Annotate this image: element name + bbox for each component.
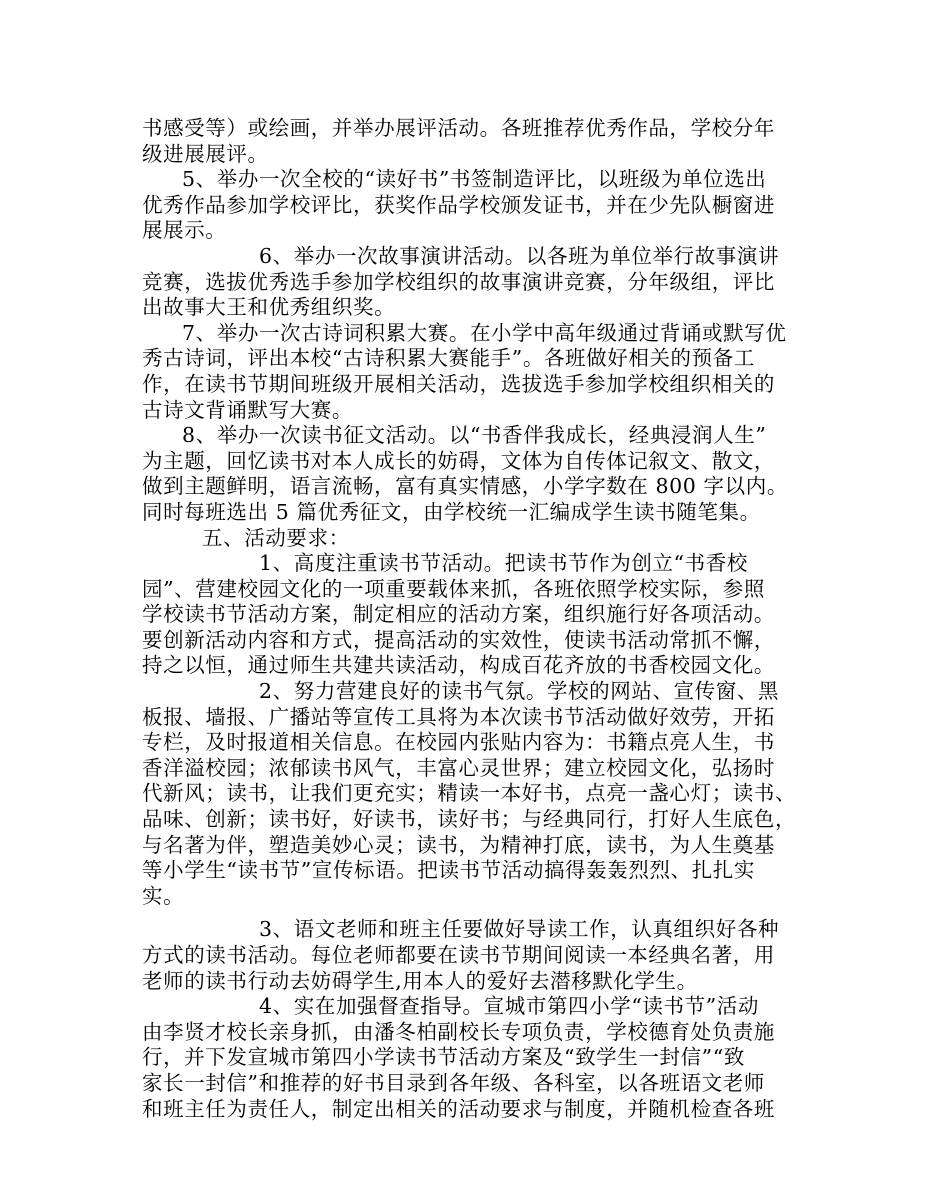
- text-line: 2、努力营建良好的读书气氛。学校的网站、宣传窗、黑: [259, 679, 780, 704]
- text-line: 行，并下发宣城市第四小学读书节活动方案及“致学生一封信”“致: [142, 1045, 745, 1070]
- text-line: 5、举办一次全校的“读好书”书签制造评比，以班级为单位选出: [182, 167, 767, 192]
- text-line: 实。: [142, 883, 185, 908]
- text-line: 出故事大王和优秀组织奖。: [142, 295, 396, 320]
- text-line: 品味、创新；读书好，好读书，读好书；与经典同行，打好人生底色，: [142, 807, 797, 832]
- text-line: 香洋溢校园；浓郁读书风气，丰富心灵世界；建立校园文化，弘扬时: [142, 755, 775, 780]
- text-line: 园”、营建校园文化的一项重要载体来抓，各班依照学校实际，参照: [142, 576, 765, 601]
- text-line: 老师的读书行动去妨碍学生,用本人的爱好去潜移默化学生。: [142, 968, 698, 993]
- text-line: 1、高度注重读书节活动。把读书节作为创立“书香校: [259, 551, 748, 576]
- text-line: 优秀作品参加学校评比，获奖作品学校颁发证书，并在少先队橱窗进: [142, 192, 775, 217]
- text-line: 4、实在加强督查指导。宣城市第四小学“读书节”活动: [259, 994, 760, 1019]
- text-line: 学校读书节活动方案，制定相应的活动方案，组织施行好各项活动。: [142, 602, 775, 627]
- text-line: 专栏，及时报道相关信息。在校园内张贴内容为：书籍点亮人生，书: [142, 730, 775, 755]
- text-line: 板报、墙报、广播站等宣传工具将为本次读书节活动做好效劳，开拓: [142, 704, 775, 729]
- paragraph-gap: [142, 909, 842, 917]
- document-body: [142, 116, 842, 1122]
- text-line: 同时每班选出 5 篇优秀征文，由学校统一汇编成学生读书随笔集。: [142, 499, 761, 524]
- section-heading: 五、活动要求：: [202, 525, 350, 550]
- text-line: 秀古诗词，评出本校“古诗积累大赛能手”。各班做好相关的预备工: [142, 346, 755, 371]
- text-line: 代新风；读书，让我们更充实；精读一本好书，点亮一盏心灯；读书、: [142, 781, 797, 806]
- text-line: 3、语文老师和班主任要做好导读工作，认真组织好各种: [259, 917, 780, 942]
- text-line: 8、举办一次读书征文活动。以“书香伴我成长，经典浸润人生”: [182, 423, 767, 448]
- text-line: 由李贤才校长亲身抓，由潘冬柏副校长专项负责，学校德育处负责施: [142, 1019, 775, 1044]
- text-line: 作，在读书节期间班级开展相关活动，选拔选手参加学校组织相关的: [142, 371, 775, 396]
- text-line: 家长一封信”和推荐的好书目录到各年级、各科室，以各班语文老师: [142, 1070, 765, 1095]
- text-line: 等小学生“读书节”宣传标语。把读书节活动搞得轰轰烈烈、扎扎实: [142, 858, 755, 883]
- text-line: 要创新活动内容和方式，提高活动的实效性，使读书活动常抓不懈，: [142, 627, 775, 652]
- text-line: 持之以恒，通过师生共建共读活动，构成百花齐放的书香校园文化。: [142, 653, 775, 678]
- text-line: 级进展展评。: [142, 141, 269, 166]
- text-line: 6、举办一次故事演讲活动。以各班为单位举行故事演讲: [259, 243, 780, 268]
- text-line: 和班主任为责任人，制定出相关的活动要求与制度，并随机检查各班: [142, 1096, 775, 1121]
- text-line: 展展示。: [142, 218, 227, 243]
- text-line: 书感受等）或绘画，并举办展评活动。各班推荐优秀作品，学校分年: [142, 116, 775, 140]
- text-line: 7、举办一次古诗词积累大赛。在小学中高年级通过背诵或默写优: [182, 320, 787, 345]
- text-line: 方式的读书活动。每位老师都要在读书节期间阅读一本经典名著，用: [142, 943, 775, 967]
- text-line: 古诗文背诵默写大赛。: [142, 397, 353, 422]
- text-line: 与名著为伴，塑造美妙心灵；读书，为精神打底，读书，为人生奠基: [142, 832, 775, 857]
- text-line: 做到主题鲜明，语言流畅，富有真实情感，小学字数在 800 字以内。: [142, 474, 788, 499]
- text-line: 竞赛，选拔优秀选手参加学校组织的故事演讲竞赛，分年级组，评比: [142, 269, 775, 294]
- text-line: 为主题，回忆读书对本人成长的妨碍，文体为自传体记叙文、散文，: [142, 448, 775, 473]
